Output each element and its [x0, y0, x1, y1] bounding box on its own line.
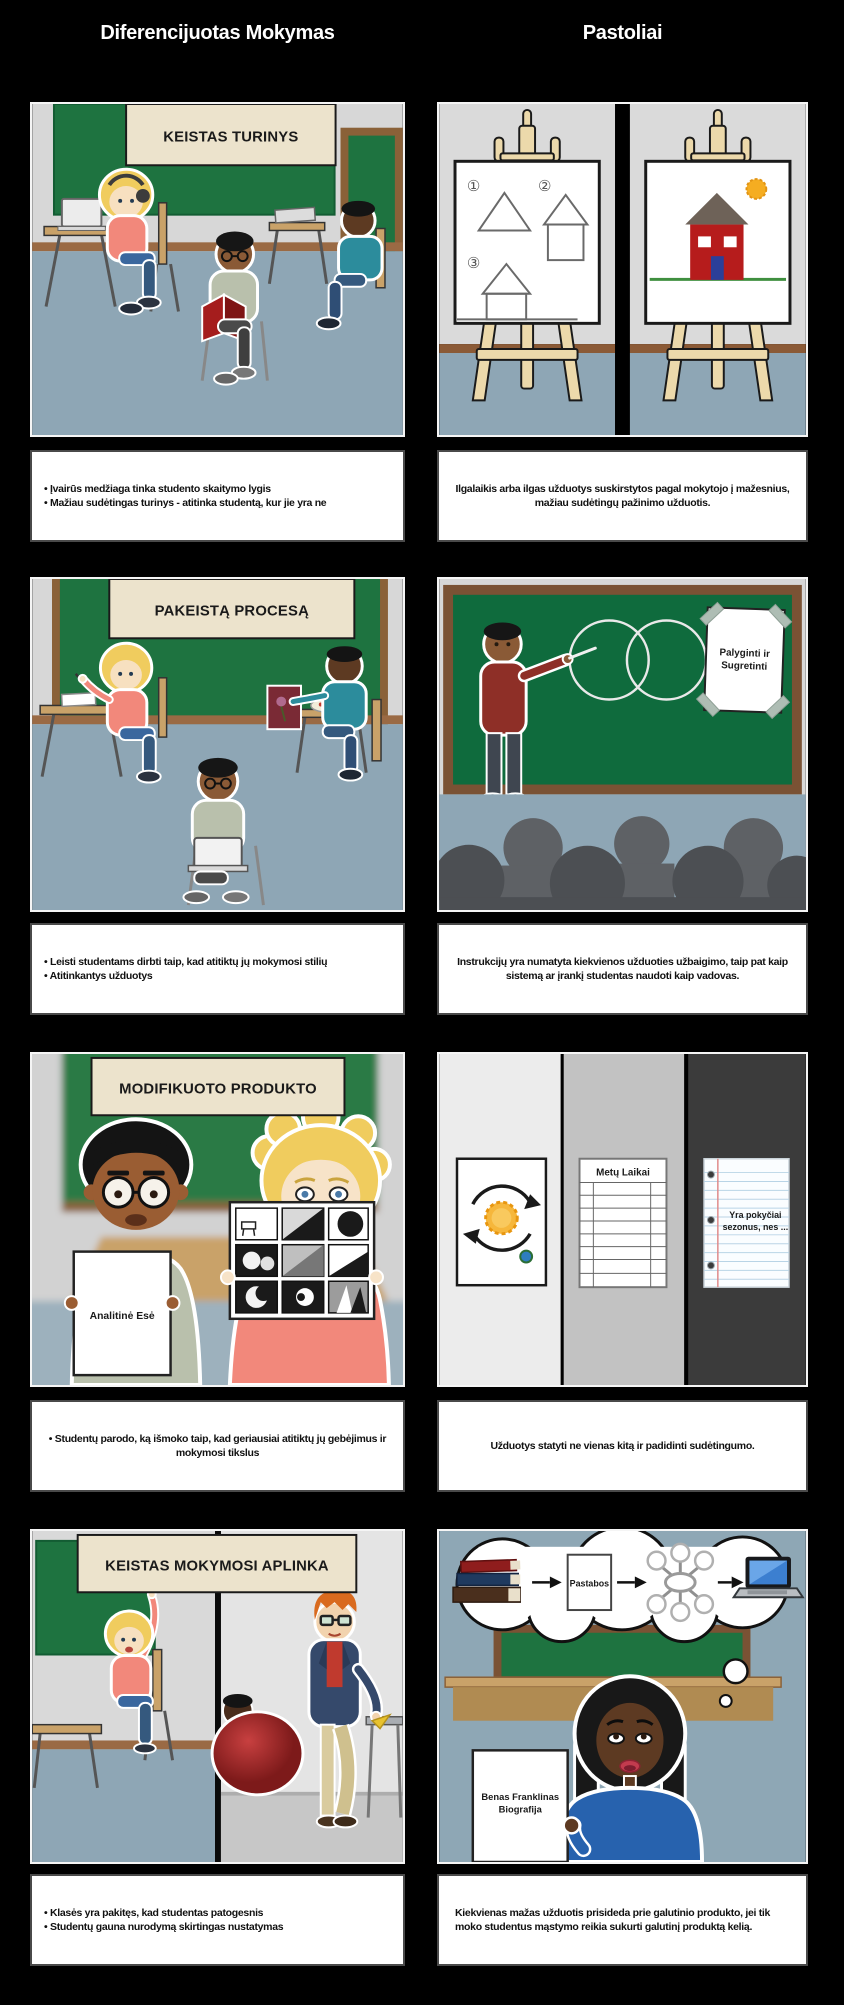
books-icon: [453, 1560, 520, 1602]
sign-varied-content: [126, 104, 335, 165]
poster-lined-notes: [704, 1159, 789, 1287]
caption-text: • Studentų parodo, ką išmoko taip, kad geriausiai atitiktų jų gebėjimus ir mokymosi tikslus: [48, 1432, 387, 1459]
step-3-label: ③: [466, 256, 481, 273]
board-note-line2: Sugretinti: [721, 660, 768, 673]
panel-row1-varied-content: [30, 102, 405, 437]
notes-paper-icon: [568, 1555, 611, 1610]
student-silhouettes: [498, 816, 788, 910]
table-title: Metų Laikai: [596, 1167, 650, 1179]
earth-icon: [520, 1251, 532, 1263]
students-posters-scene: [32, 1054, 403, 1385]
classroom-scene-1: [32, 104, 403, 435]
sign-changed-process: [109, 579, 354, 638]
sign-text: PAKEISTĄ PROCESĄ: [154, 603, 309, 620]
easels-scene: [439, 104, 806, 435]
easel-steps-subpanel: [439, 104, 615, 435]
column-header-differentiated-learning: Diferencijuotas Mokymas: [100, 22, 335, 44]
panel-row1-easels: [437, 102, 808, 437]
caption-line: • Įvairūs medžiaga tinka studento skaitymo lygis: [44, 482, 271, 495]
sign-text: KEISTAS TURINYS: [163, 129, 299, 146]
step-2-label: ②: [538, 178, 552, 195]
teacher-scene: [439, 579, 806, 910]
glasses-icon: [321, 1616, 333, 1625]
board-note: [696, 602, 793, 719]
environment-scene: [32, 1531, 403, 1862]
notes-paper-label: Pastabos: [569, 1578, 610, 1589]
panel-row4-environment: [30, 1529, 405, 1864]
panel-row3-modified-product: [30, 1052, 405, 1387]
caption-text: Instrukcijų yra numatyta kiekvienos užduoties užbaigimo, taip pat kaip sistemą ar įrankį studentas naudoti kaip vadovas.: [457, 955, 788, 982]
note-line2: sezonus, nes ...: [722, 1221, 789, 1232]
panel-row2-changed-process: [30, 577, 405, 912]
thought-bubble-scene: [439, 1531, 806, 1862]
easel-painting-subpanel: [630, 104, 806, 435]
caption-line: • Studentų gauna nurodymą skirtingas nustatymas: [44, 1921, 284, 1933]
caption-line: • Mažiau sudėtingas turinys - atitinka studentą, kur jie yra ne: [44, 497, 327, 509]
laptop-icon: [194, 838, 241, 868]
caption-row3-left: [30, 1400, 405, 1492]
poster-cycle-diagram: [457, 1159, 546, 1285]
poster-essay-label: Analitinė Esė: [89, 1310, 155, 1322]
sign-text: KEISTAS MOKYMOSI APLINKA: [105, 1558, 329, 1575]
book-title-line1: Benas Franklinas: [481, 1791, 560, 1802]
posters-scene: [439, 1054, 806, 1385]
caption-row1-right: [437, 450, 808, 542]
caption-text: Užduotys statyti ne vienas kitą ir padidinti sudėtingumo.: [490, 1439, 755, 1452]
panel-row2-teacher-board: [437, 577, 808, 912]
caption-row2-left: [30, 923, 405, 1015]
caption-line: • Atitinkantys užduotys: [44, 970, 153, 982]
note-line1: Yra pokyčiai: [729, 1210, 782, 1221]
caption-line: • Klasės yra pakitęs, kad studentas patogesnis: [44, 1906, 264, 1919]
poster-collage: [230, 1202, 374, 1319]
biography-book: [473, 1750, 568, 1862]
panel-row3-product-options: [437, 1052, 808, 1387]
caption-row4-left: [30, 1874, 405, 1966]
panel-row4-process-thought: [437, 1529, 808, 1864]
beanbag-icon: [212, 1712, 303, 1795]
papers-icon: [275, 207, 315, 223]
laptop-icon: [62, 199, 102, 227]
poster-seasons-table: [580, 1159, 667, 1287]
step-1-label: ①: [466, 178, 481, 195]
sign-text: MODIFIKUOTO PRODUKTO: [119, 1081, 317, 1098]
caption-row3-right: [437, 1400, 808, 1492]
caption-line: • Leisti studentams dirbti taip, kad atitiktų jų mokymosi stilių: [44, 955, 328, 968]
caption-row1-left: [30, 450, 405, 542]
classroom-scene-2: [32, 579, 403, 910]
column-header-scaffolding: Pastoliai: [582, 22, 663, 44]
painting-icon: [267, 686, 301, 729]
book-title-line2: Biografija: [498, 1804, 542, 1815]
sun-icon: [747, 179, 767, 199]
caption-row2-right: [437, 923, 808, 1015]
board-note-line1: Palyginti ir: [719, 647, 771, 660]
sign-learning-environment: [78, 1535, 357, 1592]
caption-text: Kiekvienas mažas užduotis prisideda prie galutinio produkto, jei tik moko studentus mąstymo reikia sukurti galutinį produktą kelią.: [455, 1906, 771, 1933]
caption-text: Ilgalaikis arba ilgas užduotys suskirstytos pagal mokytojo į mažesnius, mažiau sudėtingų pažinimo užduotis.: [455, 482, 790, 509]
caption-row4-right: [437, 1874, 808, 1966]
sign-modified-product: [92, 1058, 345, 1115]
